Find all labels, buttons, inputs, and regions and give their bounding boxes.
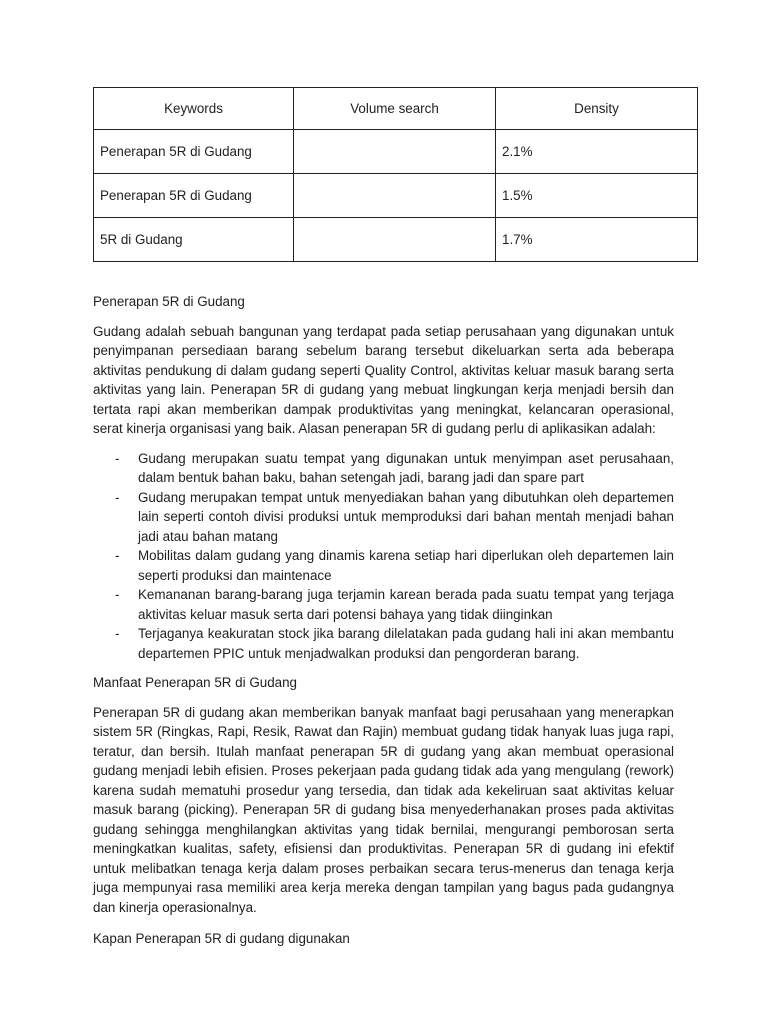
- bullet-marker: -: [115, 548, 120, 563]
- table-row: [94, 218, 698, 262]
- cell-density: 1.5%: [496, 174, 698, 218]
- list-item-text: Terjaganya keakuratan stock jika barang dilelatakan pada gudang hali ini akan membantu departemen PPIC untuk menjadwalkan produksi dan pengorderan barang.: [138, 626, 674, 661]
- keywords-table: [93, 87, 698, 262]
- section-heading-manfaat: Manfaat Penerapan 5R di Gudang: [93, 675, 297, 690]
- bullet-marker: -: [115, 450, 120, 466]
- cell-volume: [294, 218, 496, 262]
- bullet-marker: -: [115, 587, 120, 602]
- bullet-marker: -: [115, 626, 120, 641]
- cell-density: 2.1%: [496, 130, 698, 174]
- paragraph-manfaat: Penerapan 5R di gudang akan memberikan banyak manfaat bagi perusahaan yang menerapkan sistem 5R (Ringkas, Rapi, Resik, Rawat dan Rajin) membuat gudang tidak hanyak luas juga rapi, teratur, dan bersih. Itulah manfaat penerapan 5R di gudang yang akan membuat operasional gudang menjadi lebih efisien. Proses pekerjaan pada gudang tidak ada yang mengulang (rework) karena sudah mematuhi prosedur yang tersedia, dan tidak ada kekeliruan saat aktivitas keluar masuk barang (picking). Penerapan 5R di gudang bisa menyederhanakan proses pada aktivitas gudang sehingga menghilangkan aktivitas yang tidak bernilai, mengurangi pemborosan serta meningkatkan kualitas, safety, efisiensi dan produktivitas. Penerapan 5R di gudang ini efektif untuk melibatkan tenaga kerja dalam proses perbaikan secara terus-menerus dan tenaga kerja juga mempunyai rasa memiliki area kerja mereka dengan tampilan yang bagus pada gudangnya dan kinerja operasionalnya.: [93, 704, 674, 915]
- list-item: [93, 488, 674, 547]
- table-header-row: [94, 88, 698, 130]
- list-item-text: Kemananan barang-barang juga terjamin karean berada pada suatu tempat yang terjaga aktivitas keluar masuk serta dari potensi bahaya yang tidak diinginkan: [138, 587, 674, 622]
- list-item: [93, 624, 674, 663]
- section-heading-kapan: Kapan Penerapan 5R di gudang digunakan: [93, 931, 350, 946]
- table-row: [94, 130, 698, 174]
- header-density: Density: [496, 88, 698, 130]
- list-item-text: Mobilitas dalam gudang yang dinamis karena setiap hari diperlukan oleh departemen lain seperti produksi dan maintenace: [138, 548, 674, 583]
- header-volume-search: Volume search: [294, 88, 496, 130]
- list-item-text: Gudang merupakan suatu tempat yang digunakan untuk menyimpan aset perusahaan, dalam bentuk bahan baku, bahan setengah jadi, barang jadi dan spare part: [138, 450, 674, 485]
- document-page: [93, 87, 674, 949]
- cell-density: 1.7%: [496, 218, 698, 262]
- cell-volume: [294, 174, 496, 218]
- header-keywords: Keywords: [94, 88, 294, 130]
- bullet-marker: -: [115, 489, 120, 505]
- list-item-text: Gudang merupakan tempat untuk menyediakan bahan yang dibutuhkan oleh departemen lain seperti contoh divisi produksi untuk memproduksi dari bahan mentah menjadi bahan jadi atau bahan matang: [138, 489, 674, 544]
- paragraph-gudang-intro: Gudang adalah sebuah bangunan yang terdapat pada setiap perusahaan yang digunakan untuk penyimpanan persediaan barang sebelum barang tersebut dikeluarkan serta ada beberapa aktivitas pendukung di dalam gudang seperti Quality Control, aktivitas keluar masuk barang serta aktivitas yang lain. Penerapan 5R di gudang yang mebuat lingkungan kerja menjadi bersih dan tertata rapi akan memberikan dampak produktivitas yang meningkat, kelancaran operasional, serat kinerja organisasi yang baik. Alasan penerapan 5R di gudang perlu di aplikasikan adalah:: [93, 323, 674, 436]
- cell-keyword: 5R di Gudang: [94, 218, 294, 262]
- cell-keyword: Penerapan 5R di Gudang: [94, 174, 294, 218]
- cell-volume: [294, 130, 496, 174]
- list-item: [93, 546, 674, 585]
- list-item: [93, 449, 674, 488]
- table-row: [94, 174, 698, 218]
- cell-keyword: Penerapan 5R di Gudang: [94, 130, 294, 174]
- reasons-list: [93, 449, 674, 664]
- section-heading-penerapan: Penerapan 5R di Gudang: [93, 294, 245, 309]
- list-item: [93, 585, 674, 624]
